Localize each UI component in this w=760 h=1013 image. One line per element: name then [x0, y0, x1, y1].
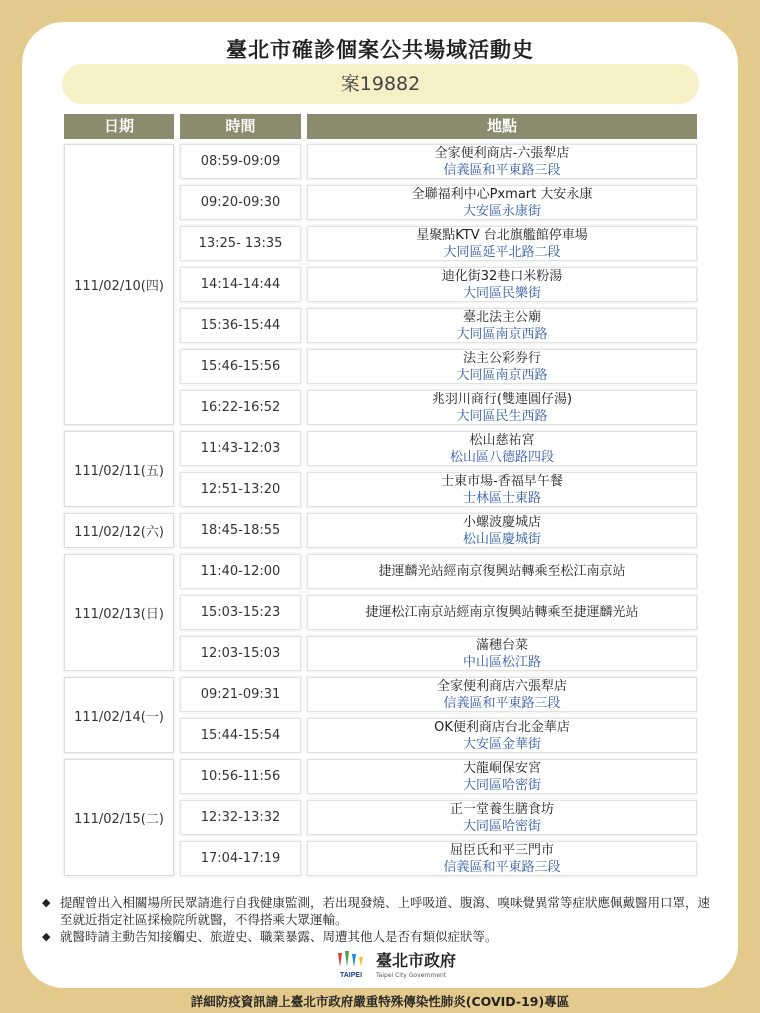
place-cell [307, 759, 697, 794]
header-place: 地點 [307, 114, 697, 139]
place-name: 滿穗台菜 [475, 637, 528, 653]
time-cell: 09:21-09:31 [180, 677, 301, 712]
taipei-logo [330, 948, 456, 979]
place-cell [307, 349, 697, 384]
time-cell: 15:46-15:56 [180, 349, 301, 384]
place-name: 松山慈祐宮 [469, 432, 535, 448]
note-item [42, 928, 722, 945]
place-cell [307, 513, 697, 548]
place-name: 捷運麟光站經南京復興站轉乘至松江南京站 [378, 564, 626, 579]
place-name: 正一堂養生膳食坊 [449, 801, 554, 817]
time-cell: 09:20-09:30 [180, 185, 301, 220]
place-cell [307, 308, 697, 343]
place-cell [307, 226, 697, 261]
place-address: 松山區慶城街 [462, 531, 541, 547]
place-name: 兆羽川商行(雙連圓仔湯) [431, 391, 573, 407]
time-cell: 16:22-16:52 [180, 390, 301, 425]
diamond-bullet-icon: ◆ [42, 930, 51, 943]
place-cell [307, 144, 697, 179]
note-text: 提醒曾出入相關場所民眾請進行自我健康監測，若出現發燒、上呼吸道、腹瀉、嗅味覺異常等症狀應佩戴醫用口罩，速至就近指定社區採檢院所就醫，不得搭乘大眾運輸。 [60, 895, 711, 927]
place-address: 大同區南京西路 [456, 326, 548, 342]
place-cell [307, 472, 697, 507]
place-name: 士東市場-香福早午餐 [441, 473, 563, 489]
logo-name-cn: 臺北市政府 [376, 951, 457, 970]
place-name: 捷運松江南京站經南京復興站轉乘至捷運麟光站 [365, 605, 639, 620]
logo-brand: TAIPEI [339, 971, 363, 979]
place-name: 法主公彩券行 [462, 350, 541, 366]
time-cell: 12:03-15:03 [180, 636, 301, 671]
place-address: 士林區士東路 [462, 490, 541, 506]
place-cell [307, 431, 697, 466]
place-name: 屈臣氏和平三門市 [449, 842, 554, 858]
time-cell: 11:40-12:00 [180, 554, 301, 589]
place-address: 大同區民生西路 [456, 408, 548, 424]
place-cell [307, 267, 697, 302]
place-cell [307, 718, 697, 753]
place-cell [307, 185, 697, 220]
place-cell [307, 800, 697, 835]
place-name: OK便利商店台北金華店 [434, 719, 570, 735]
time-cell: 17:04-17:19 [180, 841, 301, 876]
time-cell: 12:32-13:32 [180, 800, 301, 835]
date-cell: 111/02/10(四) [64, 144, 174, 425]
place-address: 中山區松江路 [462, 654, 541, 670]
place-cell [307, 595, 697, 630]
place-name: 全家便利商店-六張犁店 [434, 145, 570, 161]
note-text: 就醫時請主動告知接觸史、旅遊史、職業暴露、周遭其他人是否有類似症狀等。 [60, 929, 498, 944]
place-address: 大同區民樂街 [462, 285, 541, 301]
date-cell: 111/02/15(二) [64, 759, 174, 876]
page-title: 臺北市確診個案公共場域活動史 [226, 38, 534, 62]
place-address: 大同區南京西路 [456, 367, 548, 383]
place-name: 全聯福利中心Pxmart 大安永康 [411, 186, 593, 202]
time-cell: 10:56-11:56 [180, 759, 301, 794]
place-address: 大安區永康街 [462, 203, 541, 219]
time-cell: 11:43-12:03 [180, 431, 301, 466]
place-name: 臺北法主公廟 [462, 309, 541, 325]
place-cell [307, 636, 697, 671]
notes [42, 894, 722, 945]
footer-text: 詳細防疫資訊請上臺北市政府嚴重特殊傳染性肺炎(COVID-19)專區 [190, 994, 570, 1009]
place-cell [307, 554, 697, 589]
place-address: 信義區和平東路三段 [443, 859, 561, 875]
header-date: 日期 [64, 114, 174, 139]
place-cell [307, 841, 697, 876]
time-cell: 15:44-15:54 [180, 718, 301, 753]
date-cell: 111/02/14(一) [64, 677, 174, 753]
time-cell: 08:59-09:09 [180, 144, 301, 179]
time-cell: 15:36-15:44 [180, 308, 301, 343]
time-cell: 12:51-13:20 [180, 472, 301, 507]
place-address: 信義區和平東路三段 [443, 162, 561, 178]
place-cell [307, 390, 697, 425]
place-address: 大同區延平北路二段 [443, 244, 561, 260]
time-cell: 15:03-15:23 [180, 595, 301, 630]
place-address: 松山區八德路四段 [449, 449, 554, 465]
place-address: 信義區和平東路三段 [443, 695, 561, 711]
date-cell: 111/02/11(五) [64, 431, 174, 507]
time-cell: 18:45-18:55 [180, 513, 301, 548]
notice-card [22, 22, 738, 988]
place-name: 迪化街32巷口米粉湯 [441, 268, 563, 284]
time-cell: 14:14-14:44 [180, 267, 301, 302]
place-address: 大同區哈密街 [462, 777, 541, 793]
date-cell: 111/02/13(日) [64, 554, 174, 671]
place-name: 全家便利商店六張犁店 [436, 678, 567, 694]
place-name: 小螺波慶城店 [462, 514, 541, 530]
diamond-bullet-icon: ◆ [42, 896, 51, 909]
note-item [42, 894, 722, 928]
logo-name-en: Taipei City Government [376, 972, 447, 979]
place-address: 大安區金華街 [462, 736, 541, 752]
place-name: 星聚點KTV 台北旗艦館停車場 [416, 227, 588, 243]
time-cell: 13:25- 13:35 [180, 226, 301, 261]
taipei-logo-icon [330, 949, 372, 979]
date-cell: 111/02/12(六) [64, 513, 174, 548]
place-address: 大同區哈密街 [462, 818, 541, 834]
header-time: 時間 [180, 114, 301, 139]
place-name: 大龍峒保安宮 [462, 760, 541, 776]
case-id-badge: 案19882 [62, 64, 699, 104]
place-cell [307, 677, 697, 712]
